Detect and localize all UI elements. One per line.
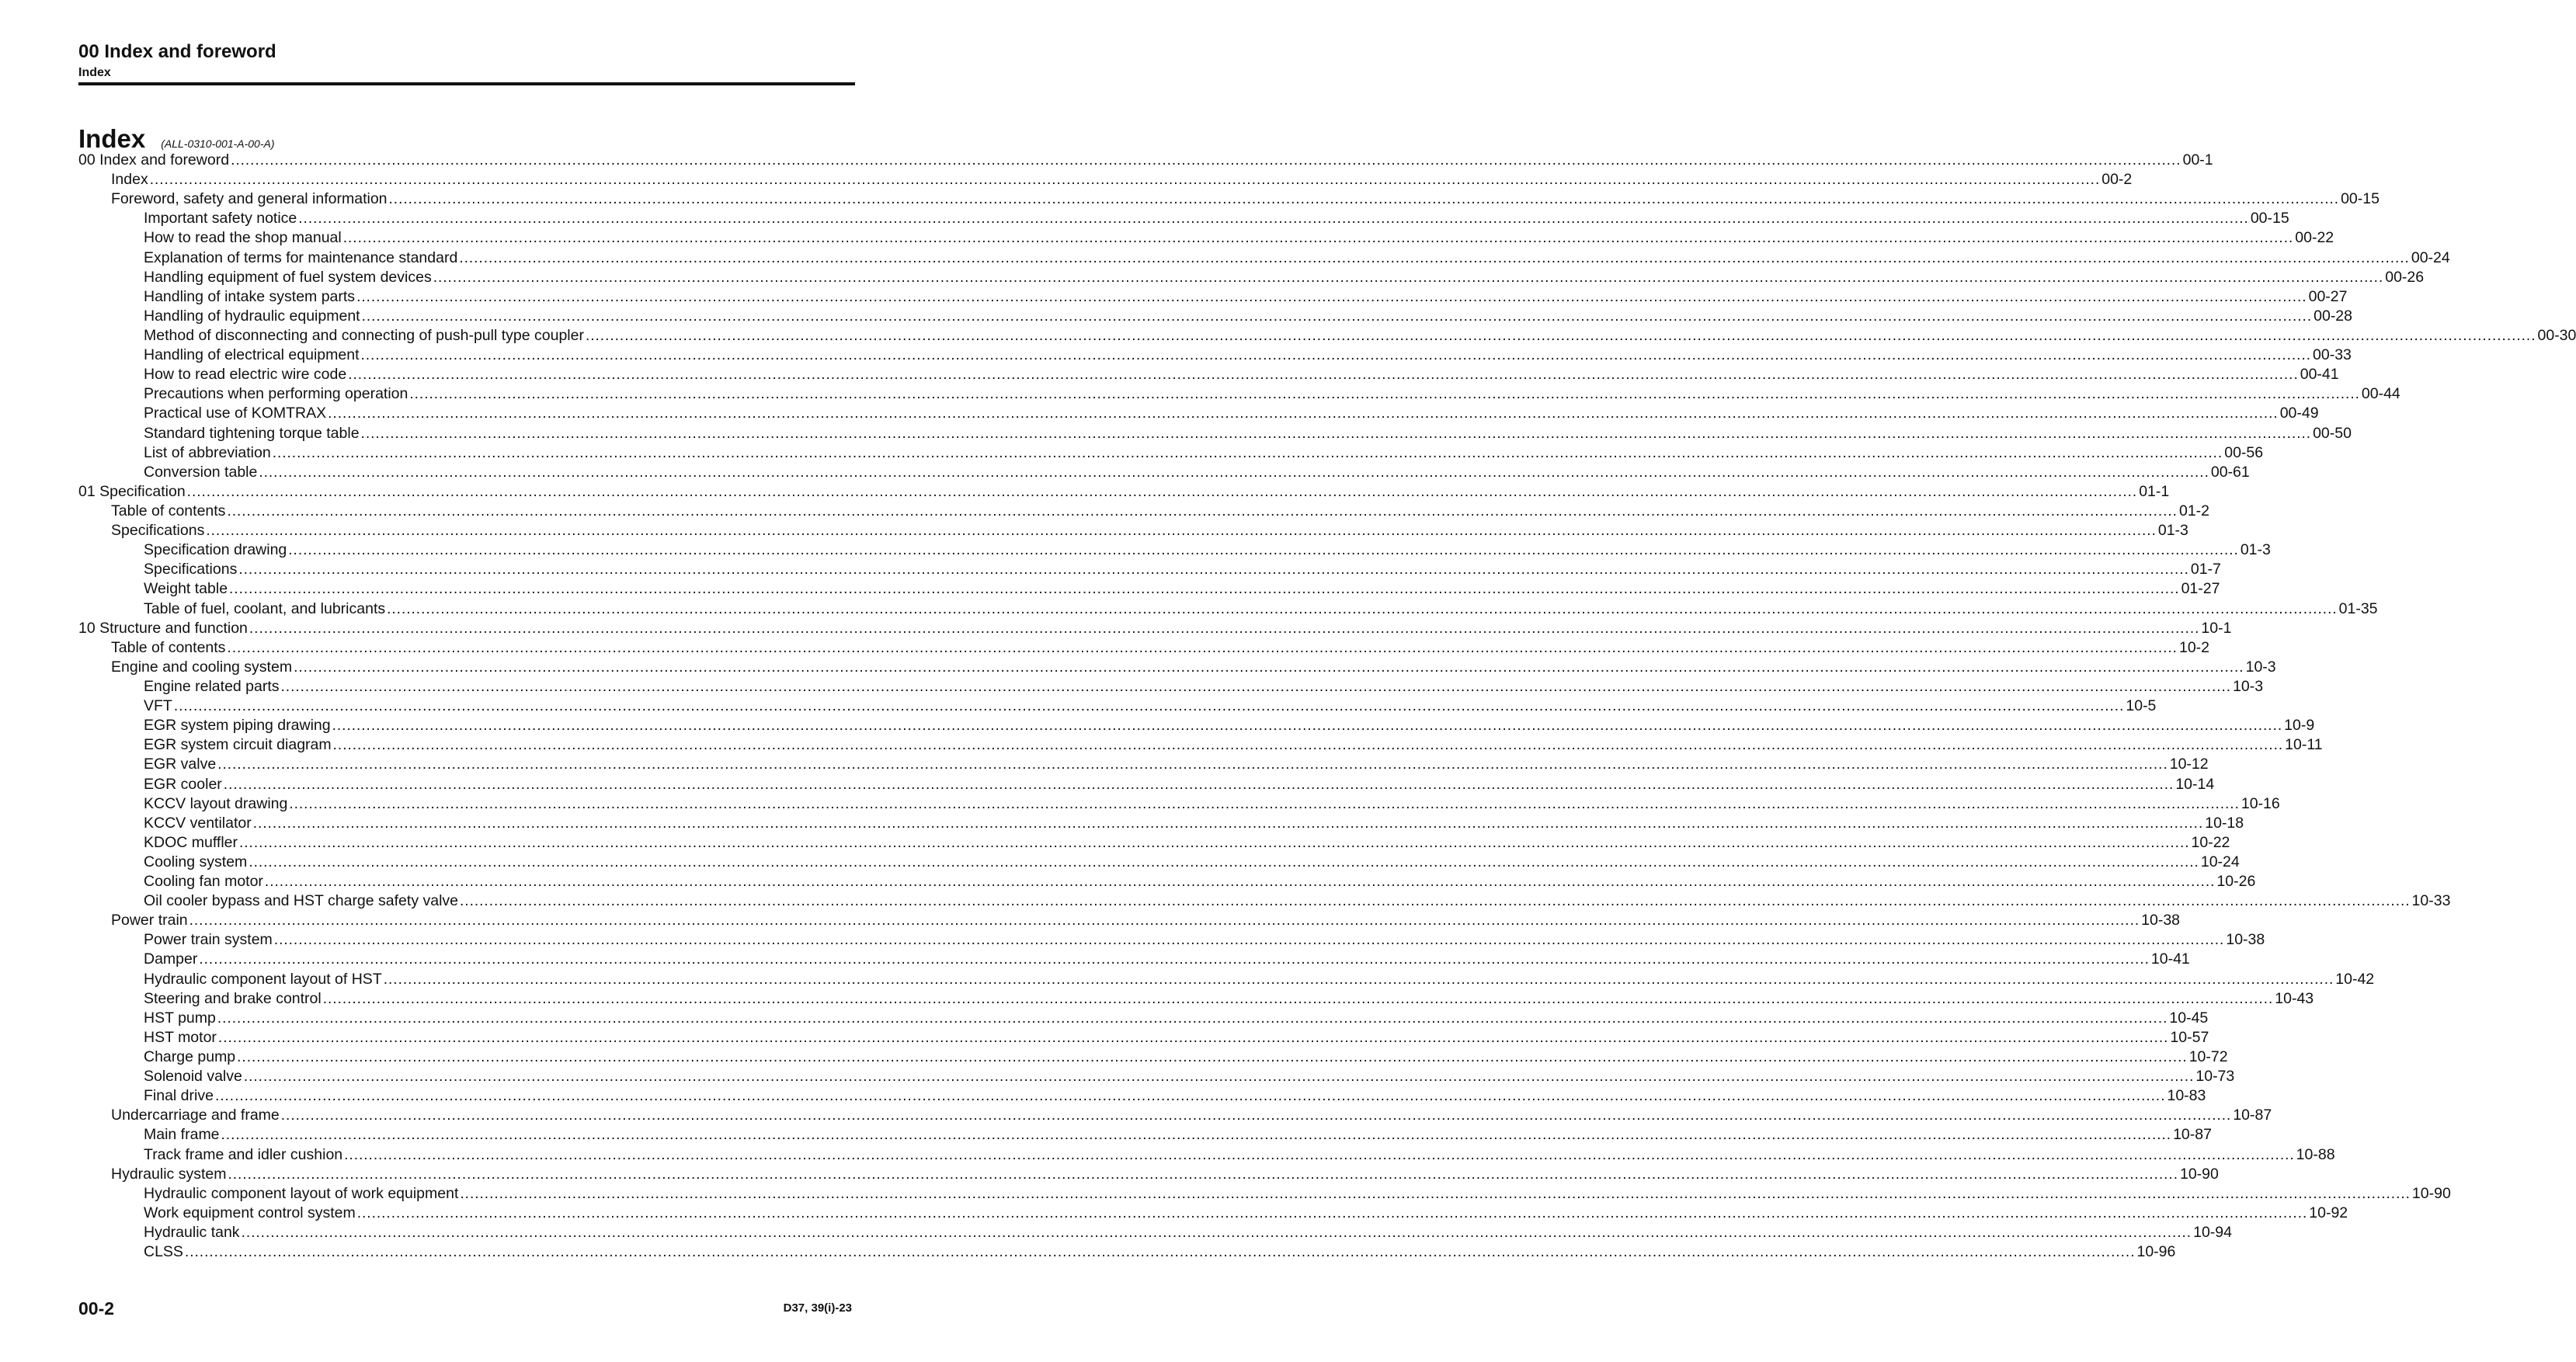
toc-entry-page: 10-38 xyxy=(2226,931,2265,949)
dot-leader: ................................................................................................................................................................................................................................................................................................................................................................................................................ xyxy=(433,269,2384,286)
toc-entry-label: Index xyxy=(111,171,148,189)
toc-entry-label: Main frame xyxy=(144,1126,220,1144)
document-code: (ALL-0310-001-A-00-A) xyxy=(161,137,275,150)
dot-leader: ................................................................................................................................................................................................................................................................................................................................................................................................................ xyxy=(227,639,2178,656)
dot-leader: ................................................................................................................................................................................................................................................................................................................................................................................................................ xyxy=(332,717,2283,735)
toc-entry-label: Engine and cooling system xyxy=(111,658,293,676)
dot-leader: ................................................................................................................................................................................................................................................................................................................................................................................................................ xyxy=(409,386,2360,403)
toc-entry-label: KDOC muffler xyxy=(144,833,238,851)
dot-leader: ................................................................................................................................................................................................................................................................................................................................................................................................................ xyxy=(356,288,2307,305)
toc-entry-label: How to read electric wire code xyxy=(144,366,347,384)
toc-entry-label: KCCV ventilator xyxy=(144,814,252,832)
toc-entry-label: Engine related parts xyxy=(144,677,280,695)
toc-entry-label: Conversion table xyxy=(144,463,258,481)
toc-entry-label: Track frame and idler cushion xyxy=(144,1145,343,1163)
toc-entry-label: List of abbreviation xyxy=(144,443,271,461)
toc-entry-page: 01-1 xyxy=(2139,482,2170,500)
toc-entry-label: Hydraulic system xyxy=(111,1165,227,1183)
toc-entry-label: Hydraulic component layout of work equipment xyxy=(144,1184,459,1202)
toc-entry[interactable] xyxy=(78,1165,2219,1184)
dot-leader: ................................................................................................................................................................................................................................................................................................................................................................................................................ xyxy=(360,425,2312,442)
toc-entry[interactable] xyxy=(78,443,2264,463)
section-title: 00 Index and foreword xyxy=(78,41,276,62)
toc-entry[interactable] xyxy=(78,853,2240,872)
dot-leader: ................................................................................................................................................................................................................................................................................................................................................................................................................ xyxy=(227,502,2178,519)
toc-entry[interactable] xyxy=(78,1223,2232,1242)
toc-entry[interactable] xyxy=(78,1125,2212,1145)
toc-entry[interactable] xyxy=(78,833,2230,853)
toc-entry-page: 10-22 xyxy=(2191,833,2230,851)
toc-entry[interactable] xyxy=(78,619,2232,638)
toc-entry-label: Specification drawing xyxy=(144,541,287,559)
toc-entry-label: Standard tightening torque table xyxy=(144,424,360,442)
toc-entry-label: Damper xyxy=(144,950,198,968)
toc-entry-page: 10-1 xyxy=(2201,619,2232,637)
toc-entry-page: 10-73 xyxy=(2195,1068,2235,1086)
dot-leader: ................................................................................................................................................................................................................................................................................................................................................................................................................ xyxy=(199,951,2150,968)
toc-entry-label: Method of disconnecting and connecting of push-pull type coupler xyxy=(144,326,584,344)
table-of-contents xyxy=(78,151,2576,1262)
toc-entry[interactable] xyxy=(78,930,2265,950)
toc-entry[interactable] xyxy=(78,1242,2176,1262)
dot-leader: ................................................................................................................................................................................................................................................................................................................................................................................................................ xyxy=(184,1244,2136,1261)
toc-entry[interactable] xyxy=(78,170,2133,189)
dot-leader: ................................................................................................................................................................................................................................................................................................................................................................................................................ xyxy=(206,523,2157,540)
toc-entry[interactable] xyxy=(78,697,2157,716)
dot-leader: ................................................................................................................................................................................................................................................................................................................................................................................................................ xyxy=(186,483,2138,500)
toc-entry-page: 00-28 xyxy=(2314,307,2352,325)
toc-entry[interactable] xyxy=(78,638,2209,658)
toc-entry[interactable] xyxy=(78,891,2451,911)
toc-entry-page: 00-2 xyxy=(2101,171,2133,189)
toc-entry[interactable] xyxy=(78,404,2319,423)
toc-entry-label: Explanation of terms for maintenance standard xyxy=(144,248,458,266)
toc-entry[interactable] xyxy=(78,424,2352,443)
toc-entry[interactable] xyxy=(78,1086,2206,1106)
toc-entry-page: 00-15 xyxy=(2250,210,2289,228)
dot-leader: ................................................................................................................................................................................................................................................................................................................................................................................................................ xyxy=(173,698,2125,715)
dot-leader: ................................................................................................................................................................................................................................................................................................................................................................................................................ xyxy=(280,1107,2232,1124)
dot-leader: ................................................................................................................................................................................................................................................................................................................................................................................................................ xyxy=(388,191,2340,208)
toc-entry-label: Specifications xyxy=(144,561,238,579)
toc-entry[interactable] xyxy=(78,209,2289,228)
dot-leader: ................................................................................................................................................................................................................................................................................................................................................................................................................ xyxy=(361,307,2313,325)
toc-entry-label: Handling equipment of fuel system devices xyxy=(144,268,432,286)
toc-entry[interactable] xyxy=(78,151,2213,170)
toc-entry[interactable] xyxy=(78,716,2315,735)
toc-entry-label: Power train system xyxy=(144,931,273,949)
dot-leader: ................................................................................................................................................................................................................................................................................................................................................................................................................ xyxy=(288,542,2239,559)
toc-entry-page: 10-72 xyxy=(2188,1048,2228,1066)
toc-entry-page: 10-45 xyxy=(2169,1009,2209,1027)
toc-entry-page: 10-11 xyxy=(2285,736,2323,754)
dot-leader: ................................................................................................................................................................................................................................................................................................................................................................................................................ xyxy=(149,172,2101,189)
toc-entry[interactable] xyxy=(78,950,2190,969)
dot-leader: ................................................................................................................................................................................................................................................................................................................................................................................................................ xyxy=(460,893,2411,910)
dot-leader: ................................................................................................................................................................................................................................................................................................................................................................................................................ xyxy=(217,756,2168,773)
dot-leader: ................................................................................................................................................................................................................................................................................................................................................................................................................ xyxy=(241,1225,2192,1242)
toc-entry-page: 10-94 xyxy=(2193,1224,2232,1242)
header-divider xyxy=(78,82,855,85)
dot-leader: ................................................................................................................................................................................................................................................................................................................................................................................................................ xyxy=(272,444,2223,461)
index-title: Index xyxy=(78,124,146,153)
toc-entry-page: 00-50 xyxy=(2313,424,2352,442)
toc-entry[interactable] xyxy=(78,735,2323,755)
toc-entry[interactable] xyxy=(78,1106,2272,1125)
toc-entry-label: Handling of intake system parts xyxy=(144,287,356,305)
dot-leader: ................................................................................................................................................................................................................................................................................................................................................................................................................ xyxy=(585,327,2536,344)
toc-entry-label: Important safety notice xyxy=(144,210,297,228)
toc-entry[interactable] xyxy=(78,365,2339,384)
dot-leader: ................................................................................................................................................................................................................................................................................................................................................................................................................ xyxy=(356,1204,2308,1221)
dot-leader: ................................................................................................................................................................................................................................................................................................................................................................................................................ xyxy=(332,737,2284,754)
dot-leader: ................................................................................................................................................................................................................................................................................................................................................................................................................ xyxy=(214,1088,2166,1105)
dot-leader: ................................................................................................................................................................................................................................................................................................................................................................................................................ xyxy=(264,874,2216,891)
dot-leader: ................................................................................................................................................................................................................................................................................................................................................................................................................ xyxy=(294,658,2244,676)
dot-leader: ................................................................................................................................................................................................................................................................................................................................................................................................................ xyxy=(249,620,2200,637)
toc-entry[interactable] xyxy=(78,268,2425,287)
toc-entry[interactable] xyxy=(78,326,2576,346)
toc-entry-page: 00-22 xyxy=(2295,229,2334,247)
toc-entry-label: Cooling fan motor xyxy=(144,873,263,891)
toc-entry-label: Foreword, safety and general information xyxy=(111,190,388,208)
toc-entry-label: Final drive xyxy=(144,1087,214,1105)
toc-entry-page: 00-1 xyxy=(2182,151,2213,169)
toc-entry-page: 01-7 xyxy=(2190,561,2221,579)
toc-entry[interactable] xyxy=(78,872,2256,891)
toc-entry-page: 10-88 xyxy=(2296,1145,2335,1163)
toc-entry-page: 10-14 xyxy=(2175,775,2215,793)
toc-entry[interactable] xyxy=(78,1204,2348,1223)
toc-entry-page: 10-2 xyxy=(2178,638,2209,656)
dot-leader: ................................................................................................................................................................................................................................................................................................................................................................................................................ xyxy=(383,971,2334,988)
dot-leader: ................................................................................................................................................................................................................................................................................................................................................................................................................ xyxy=(298,210,2249,228)
toc-entry-page: 00-44 xyxy=(2361,385,2400,403)
dot-leader: ................................................................................................................................................................................................................................................................................................................................................................................................................ xyxy=(249,853,2199,870)
toc-entry-page: 10-42 xyxy=(2335,970,2375,988)
toc-entry-page: 01-3 xyxy=(2157,522,2188,540)
toc-entry[interactable] xyxy=(78,599,2378,619)
toc-entry-page: 10-33 xyxy=(2411,892,2451,910)
dot-leader: ................................................................................................................................................................................................................................................................................................................................................................................................................ xyxy=(189,912,2140,929)
toc-entry[interactable] xyxy=(78,775,2215,794)
toc-entry[interactable] xyxy=(78,794,2280,814)
toc-entry-label: Table of contents xyxy=(111,638,226,656)
toc-entry[interactable] xyxy=(78,540,2271,560)
dot-leader: ................................................................................................................................................................................................................................................................................................................................................................................................................ xyxy=(322,990,2274,1007)
toc-entry-label: Specifications xyxy=(111,522,205,540)
toc-entry-page: 00-41 xyxy=(2300,366,2339,384)
dot-leader: ................................................................................................................................................................................................................................................................................................................................................................................................................ xyxy=(280,678,2232,695)
dot-leader: ................................................................................................................................................................................................................................................................................................................................................................................................................ xyxy=(348,367,2299,384)
toc-entry-label: Steering and brake control xyxy=(144,989,322,1007)
dot-leader: ................................................................................................................................................................................................................................................................................................................................................................................................................ xyxy=(387,600,2338,617)
toc-entry[interactable] xyxy=(78,384,2400,404)
toc-entry-label: EGR cooler xyxy=(144,775,222,793)
dot-leader: ................................................................................................................................................................................................................................................................................................................................................................................................................ xyxy=(239,834,2190,851)
toc-entry-page: 10-26 xyxy=(2216,873,2256,891)
dot-leader: ................................................................................................................................................................................................................................................................................................................................................................................................................ xyxy=(328,405,2279,422)
toc-entry-page: 00-24 xyxy=(2411,248,2450,266)
toc-entry[interactable] xyxy=(78,658,2276,677)
toc-entry-page: 00-15 xyxy=(2341,190,2380,208)
toc-entry-page: 10-83 xyxy=(2167,1087,2206,1105)
model-name: D37, 39(i)-23 xyxy=(783,1301,852,1315)
toc-entry[interactable] xyxy=(78,248,2450,268)
toc-entry-page: 10-90 xyxy=(2411,1184,2451,1202)
toc-entry[interactable] xyxy=(78,579,2220,599)
toc-entry-page: 10-87 xyxy=(2233,1107,2272,1124)
toc-entry[interactable] xyxy=(78,989,2314,1009)
page-header xyxy=(78,40,855,81)
toc-entry[interactable] xyxy=(78,677,2264,697)
dot-leader: ................................................................................................................................................................................................................................................................................................................................................................................................................ xyxy=(229,581,2180,598)
dot-leader: ................................................................................................................................................................................................................................................................................................................................................................................................................ xyxy=(221,1127,2172,1144)
toc-entry-page: 10-87 xyxy=(2173,1126,2212,1144)
dot-leader: ................................................................................................................................................................................................................................................................................................................................................................................................................ xyxy=(342,230,2294,247)
dot-leader: ................................................................................................................................................................................................................................................................................................................................................................................................................ xyxy=(344,1146,2295,1163)
toc-entry-label: Handling of hydraulic equipment xyxy=(144,307,360,325)
toc-entry-page: 00-27 xyxy=(2308,287,2348,305)
toc-entry-page: 01-27 xyxy=(2181,580,2220,598)
toc-entry-page: 10-96 xyxy=(2136,1243,2176,1261)
toc-entry-label: KCCV layout drawing xyxy=(144,794,288,812)
toc-entry[interactable] xyxy=(78,307,2352,326)
dot-leader: ................................................................................................................................................................................................................................................................................................................................................................................................................ xyxy=(238,561,2189,579)
dot-leader: ................................................................................................................................................................................................................................................................................................................................................................................................................ xyxy=(360,347,2312,364)
toc-entry[interactable] xyxy=(78,1067,2235,1086)
toc-entry[interactable] xyxy=(78,970,2375,989)
toc-entry-page: 10-41 xyxy=(2150,950,2190,968)
toc-entry-page: 10-43 xyxy=(2275,989,2314,1007)
dot-leader: ................................................................................................................................................................................................................................................................................................................................................................................................................ xyxy=(237,1049,2188,1066)
index-heading xyxy=(78,123,275,155)
toc-entry-page: 00-56 xyxy=(2224,443,2264,461)
dot-leader: ................................................................................................................................................................................................................................................................................................................................................................................................................ xyxy=(289,795,2240,812)
dot-leader: ................................................................................................................................................................................................................................................................................................................................................................................................................ xyxy=(243,1068,2195,1086)
toc-entry-label: EGR system circuit diagram xyxy=(144,736,332,754)
toc-entry-page: 00-61 xyxy=(2210,463,2250,481)
toc-entry[interactable] xyxy=(78,755,2209,774)
toc-entry[interactable] xyxy=(78,560,2221,579)
toc-entry-label: CLSS xyxy=(144,1243,183,1261)
toc-entry-page: 10-18 xyxy=(2205,814,2244,832)
toc-entry-label: Precautions when performing operation xyxy=(144,385,408,403)
toc-entry-label: Table of fuel, coolant, and lubricants xyxy=(144,599,386,617)
toc-entry-label: Power train xyxy=(111,912,188,929)
toc-entry-page: 01-3 xyxy=(2240,541,2271,559)
toc-entry-label: EGR system piping drawing xyxy=(144,717,331,735)
toc-entry-label: Hydraulic component layout of HST xyxy=(144,970,382,988)
toc-entry-label: Practical use of KOMTRAX xyxy=(144,405,327,422)
toc-entry[interactable] xyxy=(78,1145,2335,1165)
dot-leader: ................................................................................................................................................................................................................................................................................................................................................................................................................ xyxy=(217,1009,2168,1027)
toc-entry-page: 10-3 xyxy=(2245,658,2276,676)
toc-entry-page: 00-26 xyxy=(2385,268,2425,286)
dot-leader: ................................................................................................................................................................................................................................................................................................................................................................................................................ xyxy=(223,776,2174,793)
toc-entry-label: How to read the shop manual xyxy=(144,229,342,247)
toc-entry-label: Weight table xyxy=(144,580,228,598)
toc-entry-page: 10-38 xyxy=(2141,912,2181,929)
toc-entry[interactable] xyxy=(78,482,2170,502)
toc-entry-page: 10-90 xyxy=(2179,1165,2219,1183)
toc-entry-label: Handling of electrical equipment xyxy=(144,346,360,364)
toc-entry-label: Solenoid valve xyxy=(144,1068,242,1086)
dot-leader: ................................................................................................................................................................................................................................................................................................................................................................................................................ xyxy=(252,815,2204,832)
toc-entry-label: Hydraulic tank xyxy=(144,1224,240,1242)
toc-entry[interactable] xyxy=(78,814,2244,833)
toc-entry-label: EGR valve xyxy=(144,756,217,773)
toc-entry-label: 00 Index and foreword xyxy=(78,151,230,169)
toc-entry[interactable] xyxy=(78,1009,2209,1028)
toc-entry[interactable] xyxy=(78,346,2352,365)
toc-entry-page: 00-30 xyxy=(2537,326,2576,344)
toc-entry-page: 00-33 xyxy=(2313,346,2352,364)
toc-entry[interactable] xyxy=(78,189,2380,209)
dot-leader: ................................................................................................................................................................................................................................................................................................................................................................................................................ xyxy=(459,249,2410,266)
dot-leader: ................................................................................................................................................................................................................................................................................................................................................................................................................ xyxy=(231,152,2181,169)
dot-leader: ................................................................................................................................................................................................................................................................................................................................................................................................................ xyxy=(273,932,2225,949)
page-number: 00-2 xyxy=(78,1298,115,1319)
toc-entry-page: 10-92 xyxy=(2309,1204,2348,1221)
toc-entry-label: Work equipment control system xyxy=(144,1204,356,1221)
toc-entry-page: 10-9 xyxy=(2284,717,2315,735)
toc-entry-page: 01-2 xyxy=(2178,502,2209,519)
subsection-title: Index xyxy=(78,66,111,79)
toc-entry[interactable] xyxy=(78,502,2209,521)
toc-entry-page: 10-16 xyxy=(2241,794,2280,812)
toc-entry-page: 10-3 xyxy=(2233,677,2264,695)
toc-entry[interactable] xyxy=(78,287,2348,307)
toc-entry-page: 10-5 xyxy=(2126,697,2157,715)
toc-entry-label: VFT xyxy=(144,697,172,715)
toc-entry-label: Oil cooler bypass and HST charge safety valve xyxy=(144,892,459,910)
toc-entry-label: Undercarriage and frame xyxy=(111,1107,280,1124)
toc-entry-label: HST pump xyxy=(144,1009,216,1027)
toc-entry-page: 10-12 xyxy=(2169,756,2209,773)
toc-entry-label: HST motor xyxy=(144,1028,217,1046)
toc-entry-label: Cooling system xyxy=(144,853,248,870)
toc-entry[interactable] xyxy=(78,521,2188,540)
toc-entry-page: 10-24 xyxy=(2200,853,2240,870)
toc-entry-label: 01 Specification xyxy=(78,482,186,500)
toc-entry-label: Charge pump xyxy=(144,1048,236,1066)
toc-entry[interactable] xyxy=(78,228,2334,248)
toc-entry[interactable] xyxy=(78,911,2181,930)
toc-entry[interactable] xyxy=(78,1048,2228,1067)
toc-entry-page: 01-35 xyxy=(2338,599,2378,617)
dot-leader: ................................................................................................................................................................................................................................................................................................................................................................................................................ xyxy=(217,1029,2169,1046)
dot-leader: ................................................................................................................................................................................................................................................................................................................................................................................................................ xyxy=(228,1166,2178,1183)
toc-entry[interactable] xyxy=(78,463,2250,482)
toc-entry[interactable] xyxy=(78,1184,2451,1204)
toc-entry-label: 10 Structure and function xyxy=(78,619,248,637)
toc-entry-page: 00-49 xyxy=(2279,405,2319,422)
dot-leader: ................................................................................................................................................................................................................................................................................................................................................................................................................ xyxy=(460,1185,2411,1202)
toc-entry-page: 10-57 xyxy=(2170,1028,2209,1046)
toc-entry[interactable] xyxy=(78,1028,2209,1048)
toc-entry-label: Table of contents xyxy=(111,502,226,519)
dot-leader: ................................................................................................................................................................................................................................................................................................................................................................................................................ xyxy=(259,464,2209,481)
